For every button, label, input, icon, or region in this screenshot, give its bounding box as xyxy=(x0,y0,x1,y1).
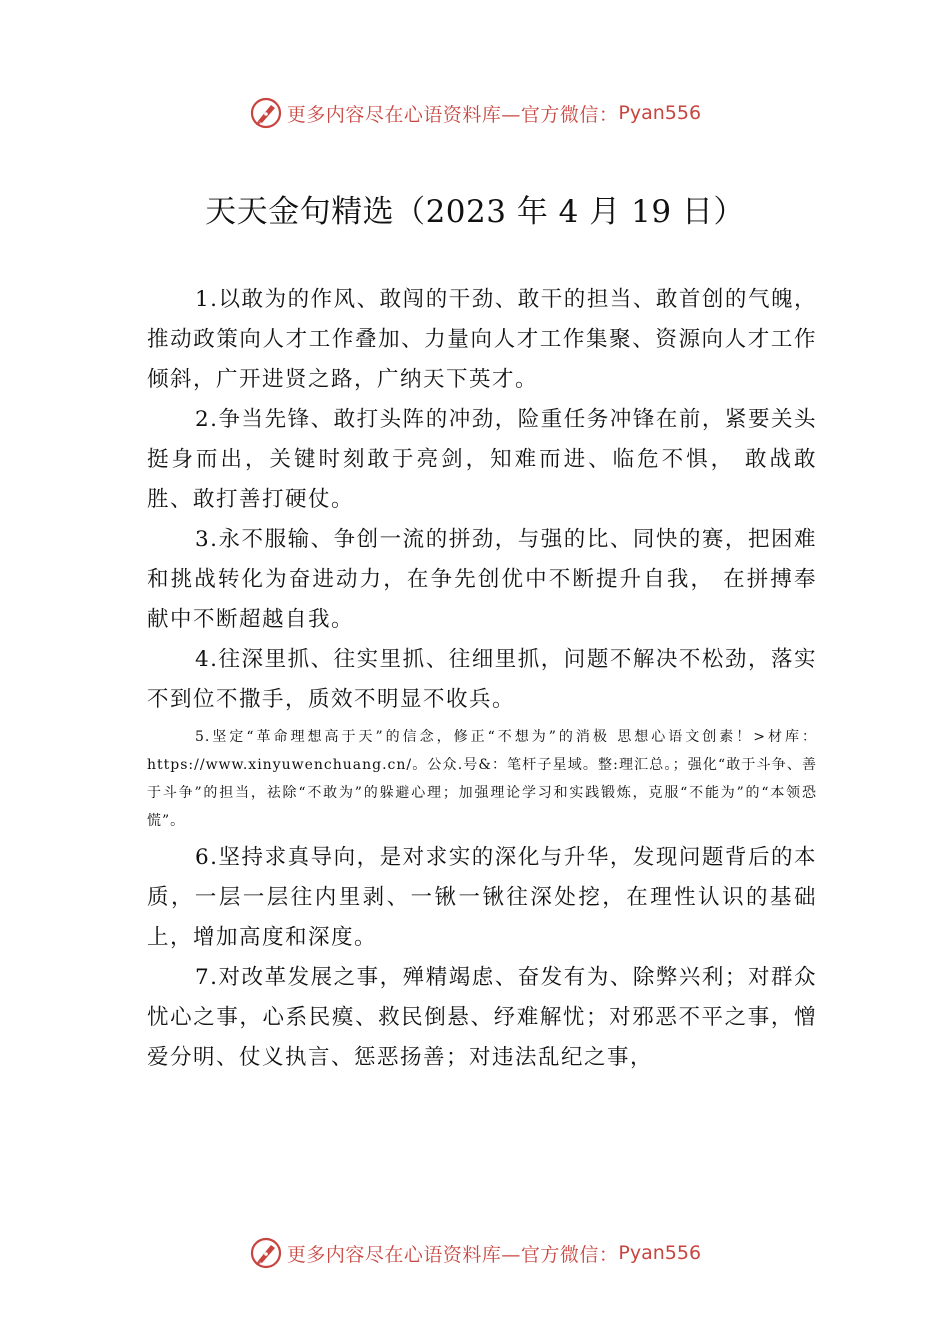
pen-nib-logo-icon xyxy=(249,1236,283,1270)
paragraph-1: 1.以敢为的作风、敢闯的干劲、敢干的担当、敢首创的气魄，推动政策向人才工作叠加、力量向人才工作集聚、资源向人才工作倾斜，广开进贤之路，广纳天下英才。 xyxy=(147,287,817,392)
page-title: 天天金句精选（2023 年 4 月 19 日） xyxy=(205,194,745,230)
banner-text: 更多内容尽在心语资料库—官方微信： xyxy=(286,1243,619,1266)
header-banner xyxy=(0,93,950,133)
paragraph-4: 4.往深里抓、往实里抓、往细里抓，问题不解决不松劲，落实不到位不撒手，质效不明显不收兵。 xyxy=(147,647,817,712)
paragraph-2: 2.争当先锋、敢打头阵的冲劲，险重任务冲锋在前，紧要关头挺身而出，关键时刻敢于亮剑，知难而进、临危不惧， 敢战敢胜、敢打善打硬仗。 xyxy=(147,407,817,512)
banner-wechat-id: Pyan556 xyxy=(618,1242,702,1264)
banner-text: 更多内容尽在心语资料库—官方微信： xyxy=(286,103,619,126)
paragraph-5: 5.坚定“革命理想高于天”的信念，修正“不想为”的消极 思想心语文创素！>材库：https://www.xinyuwenchuang.cn/。公众.号&：笔杆子星域。整:理汇总。；强化“敢于斗争、善于斗争”的担当，祛除“不敢为”的躲避心理；加强理论学习和实践锻炼，克服“不能为”的“本领恐慌”。 xyxy=(147,729,817,829)
paragraph-3: 3.永不服输、争创一流的拼劲，与强的比、同快的赛，把困难和挑战转化为奋进动力，在争先创优中不断提升自我， 在拼搏奉献中不断超越自我。 xyxy=(147,527,817,632)
document-body xyxy=(147,280,817,1078)
footer-banner xyxy=(0,1233,950,1273)
paragraph-7: 7.对改革发展之事，殚精竭虑、奋发有为、除弊兴利；对群众忧心之事，心系民瘼、救民倒悬、纾难解忧；对邪恶不平之事，憎爱分明、仗义执言、惩恶扬善；对违法乱纪之事， xyxy=(147,965,817,1070)
pen-nib-logo-icon xyxy=(249,96,283,130)
paragraph-6: 6.坚持求真导向，是对求实的深化与升华，发现问题背后的本质，一层一层往内里剥、一锹一锹往深处挖，在理性认识的基础上，增加高度和深度。 xyxy=(147,845,817,950)
banner-wechat-id: Pyan556 xyxy=(618,102,702,124)
